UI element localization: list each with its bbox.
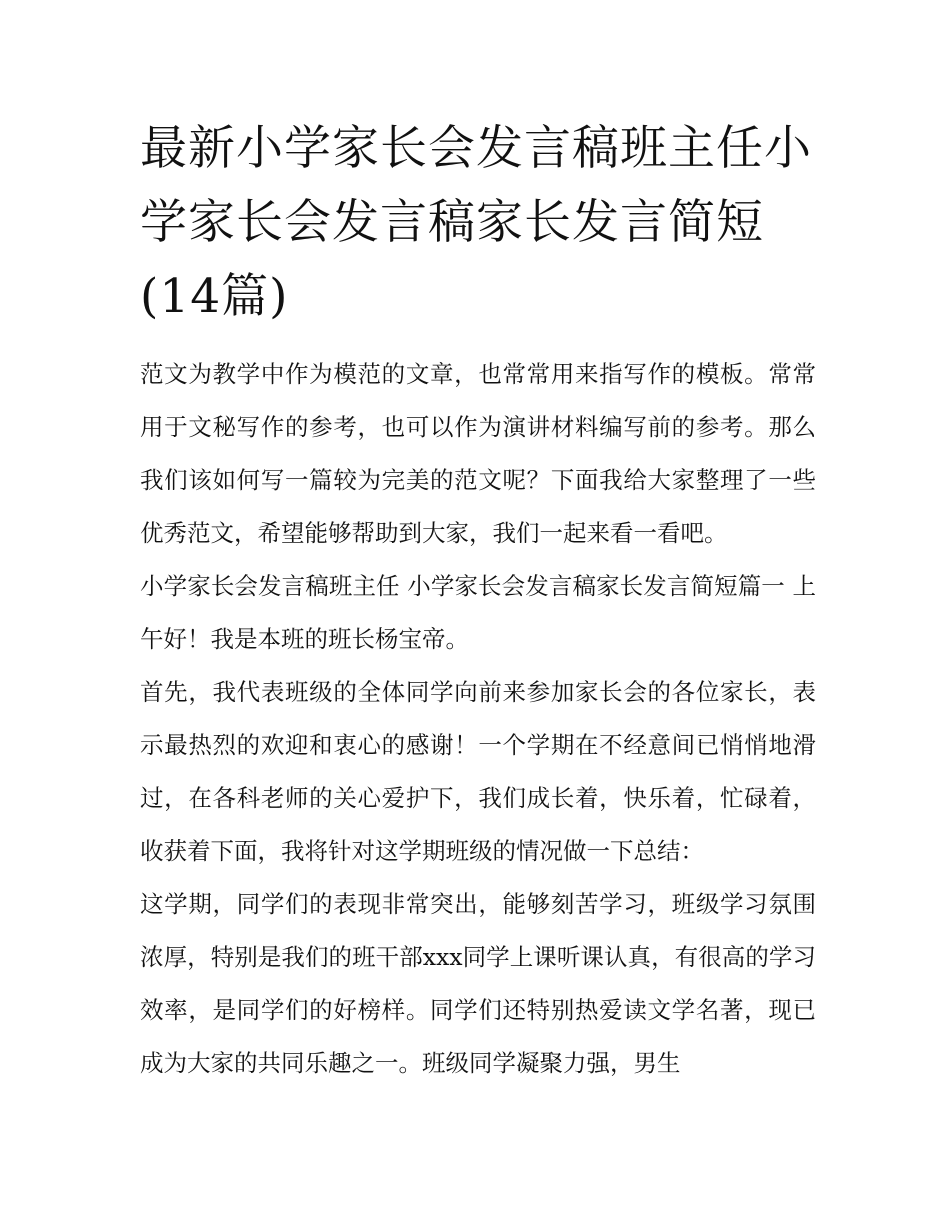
intro-paragraph: 范文为教学中作为模范的文章，也常常用来指写作的模板。常常用于文秘写作的参考，也可以作为演讲材料编写前的参考。那么我们该如何写一篇较为完美的范文呢？下面我给大家整理了一些优秀范文，希望能够帮助到大家，我们一起来看一看吧。 [140, 360, 816, 547]
body-paragraph: 首先，我代表班级的全体同学向前来参加家长会的各位家长，表示最热烈的欢迎和衷心的感谢！一个学期在不经意间已悄悄地滑过，在各科老师的关心爱护下，我们成长着，快乐着，忙碌着，收获着下面，我将针对这学期班级的情况做一下总结： [140, 678, 816, 865]
document-page [140, 112, 816, 1090]
document-title: 最新小学家长会发言稿班主任小学家长会发言稿家长发言简短(14篇) [140, 121, 812, 324]
section-heading-paragraph: 小学家长会发言稿班主任 小学家长会发言稿家长发言简短篇一 上午好！我是本班的班长杨宝帝。 [140, 572, 816, 653]
body-paragraph: 这学期，同学们的表现非常突出，能够刻苦学习，班级学习氛围浓厚，特别是我们的班干部xxx同学上课听课认真，有很高的学习效率，是同学们的好榜样。同学们还特别热爱读文学名著，现已成为大家的共同乐趣之一。班级同学凝聚力强，男生 [140, 890, 816, 1077]
